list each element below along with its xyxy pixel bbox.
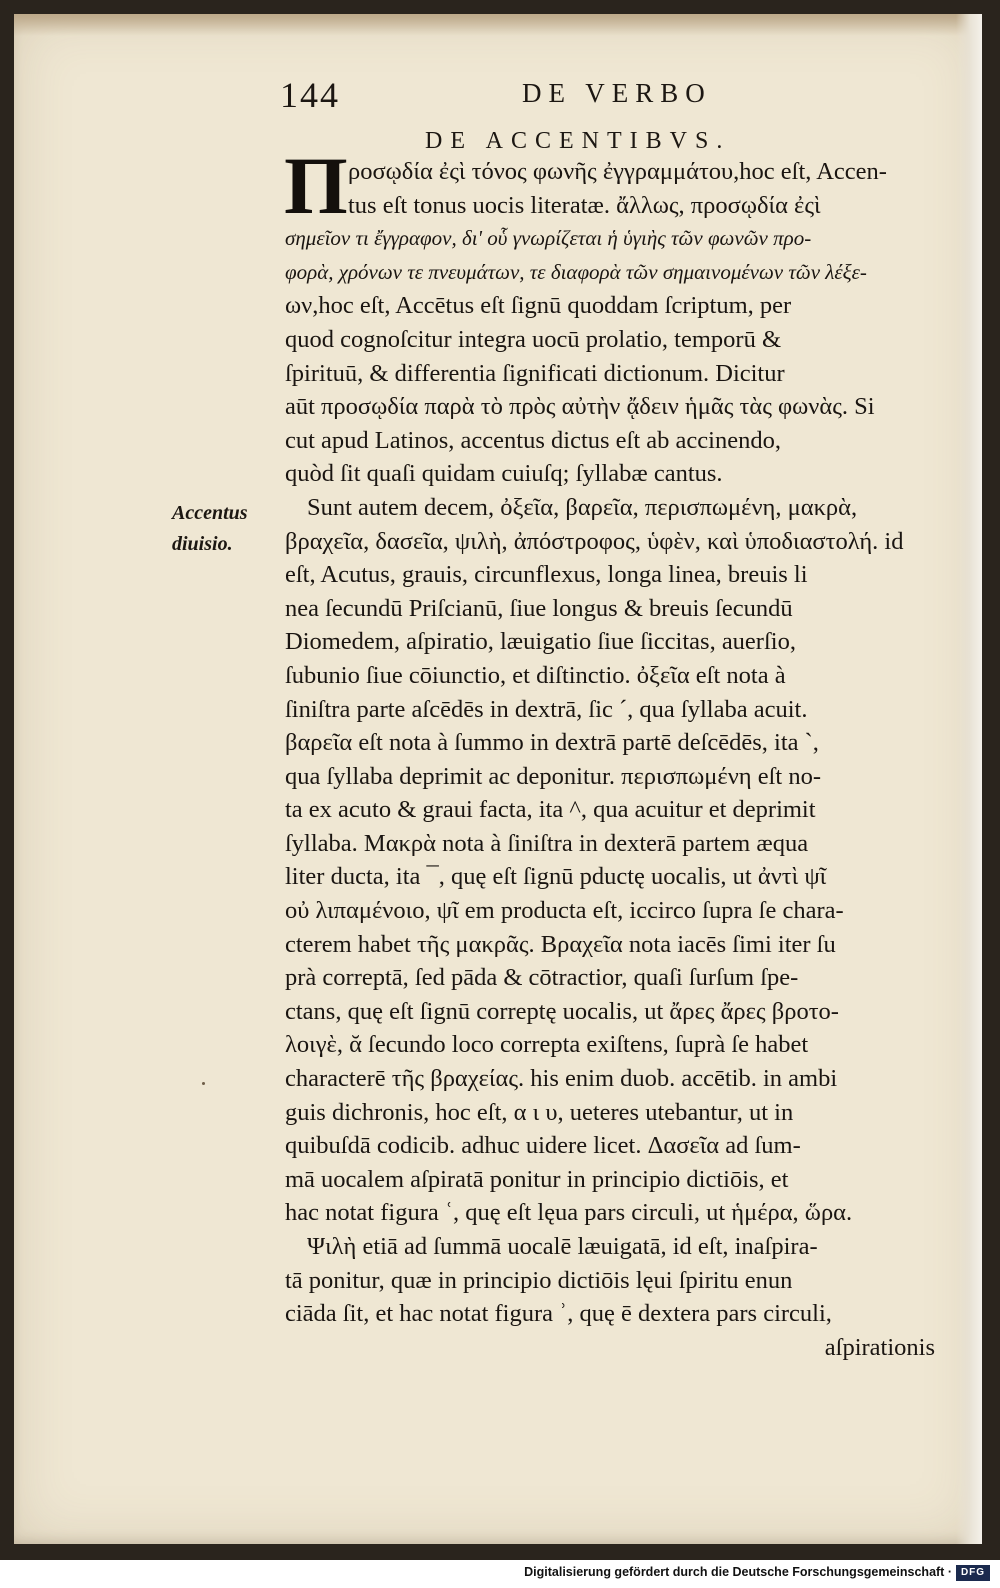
text-line: hac notat figura ʿ, quę eſt lęua pars circuli, ut ἡμέρα, ὥρα. [285,1199,853,1227]
text-line: ων,hoc eſt, Accētus eſt ſignū quoddam ſcriptum, per [285,292,792,320]
dfg-logo: DFG [956,1565,990,1581]
funding-credit: Digitalisierung gefördert durch die Deutsche Forschungsgemeinschaft · [524,1565,952,1579]
text-line: βαρεῖα eſt nota à ſummo in dextrā partē deſcēdēs, ita `, [285,729,819,757]
margin-note-line: diuisio. [172,533,233,555]
page-top-edge [14,14,982,36]
text-line: cut apud Latinos, accentus dictus eſt ab accinendo, [285,426,781,454]
text-line: quibuſdā codicib. adhuc uidere licet. Δασεῖα ad ſum- [285,1132,801,1160]
text-line: λοιγὲ, ᾰ ſecundo loco correpta exiſtens, ſuprà ſe habet [285,1031,809,1059]
text-line: οὐ λιπαμένοιο, ψῖ em producta eſt, iccirco ſupra ſe chara- [285,897,844,925]
section-title: DE ACCENTIBVS. [425,128,731,154]
running-head: DE VERBO [522,78,712,108]
ink-speck [202,1082,205,1085]
catchword: aſpirationis [824,1333,935,1361]
text-line: aūt προσῳδία παρὰ τὸ πρὸς αὐτὴν ᾄδειν ἡμᾶς τὰς φωνὰς. Si [285,393,875,421]
text-line: ſpirituū, & differentia ſignificati dictionum. Dicitur [285,359,785,387]
page-header [270,74,970,124]
text-line: ta ex acuto & graui facta, ita ^, qua acuitur et deprimit [285,796,816,824]
text-line: βραχεῖα, δασεῖα, ψιλὴ, ἀπόστροφος, ὑφὲν, καὶ ὑποδιαστολή. id [285,527,904,555]
text-line: Ψιλὴ etiā ad ſummā uocalē læuigatā, id eſt, inaſpira- [307,1233,818,1260]
text-line: ſyllaba. Μακρὰ nota à ſiniſtra in dexterā partem æqua [285,829,809,857]
text-line: quòd ſit quaſi quidam cuiuſq; ſyllabæ cantus. [285,460,723,488]
text-line: characterē τῆς βραχείας. his enim duob. accētib. in ambi [285,1065,838,1093]
text-line: ροσῳδία ἐςὶ τόνος φωνῆς ἐγγραμμάτου,hoc eſt, Accen- [348,158,887,185]
text-line: nea ſecundū Priſcianū, ſiue longus & breuis ſecundū [285,594,793,622]
text-line: qua ſyllaba deprimit ac deponitur. περισπωμένη eſt no- [285,762,821,790]
body-text [285,155,945,1364]
text-line: liter ducta, ita ¯, quę eſt ſignū pductę uocalis, ut ἀντὶ ψῖ [285,863,827,891]
text-line: quod cognoſcitur integra uocū prolatio, temporū & [285,325,782,353]
text-line: ciāda ſit, et hac notat figura ʾ, quę ē dextera pars circuli, [285,1300,832,1328]
page-gutter-strip [956,14,982,1544]
text-line: Diomedem, aſpiratio, læuigatio ſiue ſiccitas, auerſio, [285,628,796,656]
text-line: eſt, Acutus, grauis, circunflexus, longa linea, breuis li [285,561,808,589]
text-line: ſubunio ſiue cōiunctio, et diſtinctio. ὀξεῖα eſt nota à [285,661,786,689]
margin-note-line: Accentus [172,502,248,524]
text-line: cterem habet τῆς μακρᾶς. Βραχεῖα nota iacēs ſimi iter ſu [285,930,836,958]
text-line: prà correptā, ſed pāda & cōtractior, quaſi ſurſum ſpe- [285,964,799,992]
page-number: 144 [280,75,340,115]
digitization-footer [0,1560,1000,1588]
text-line: σημεῖον τι ἔγγραφον, δι' οὗ γνωρίζεται ἡ ὑγιὴς τῶν φωνῶν προ- [285,226,812,251]
text-line: mā uocalem aſpiratā ponitur in principio dictiōis, et [285,1165,789,1193]
text-line: tus eſt tonus uocis literatæ. ἄλλως, προσῳδία ἐςὶ [348,191,821,219]
margin-note [172,498,272,560]
drop-cap-initial: Π [284,140,348,231]
text-line: guis dichronis, hoc eſt, α ι υ, ueteres utebantur, ut in [285,1098,794,1126]
text-line: tā ponitur, quæ in principio dictiōis lęui ſpiritu enun [285,1266,793,1294]
text-line: ctans, quę eſt ſignū correptę uocalis, ut ἄρες ἄρες βροτο- [285,997,839,1025]
text-line: φορὰ, χρόνων τε πνευμάτων, τε διαφορὰ τῶν σημαινομένων τῶν λέξε- [285,259,867,284]
text-line: ſiniſtra parte aſcēdēs in dextrā, ſic ´, qua ſyllaba acuit. [285,695,808,723]
text-line: Sunt autem decem, ὀξεῖα, βαρεῖα, περισπωμένη, μακρὰ, [307,493,858,521]
